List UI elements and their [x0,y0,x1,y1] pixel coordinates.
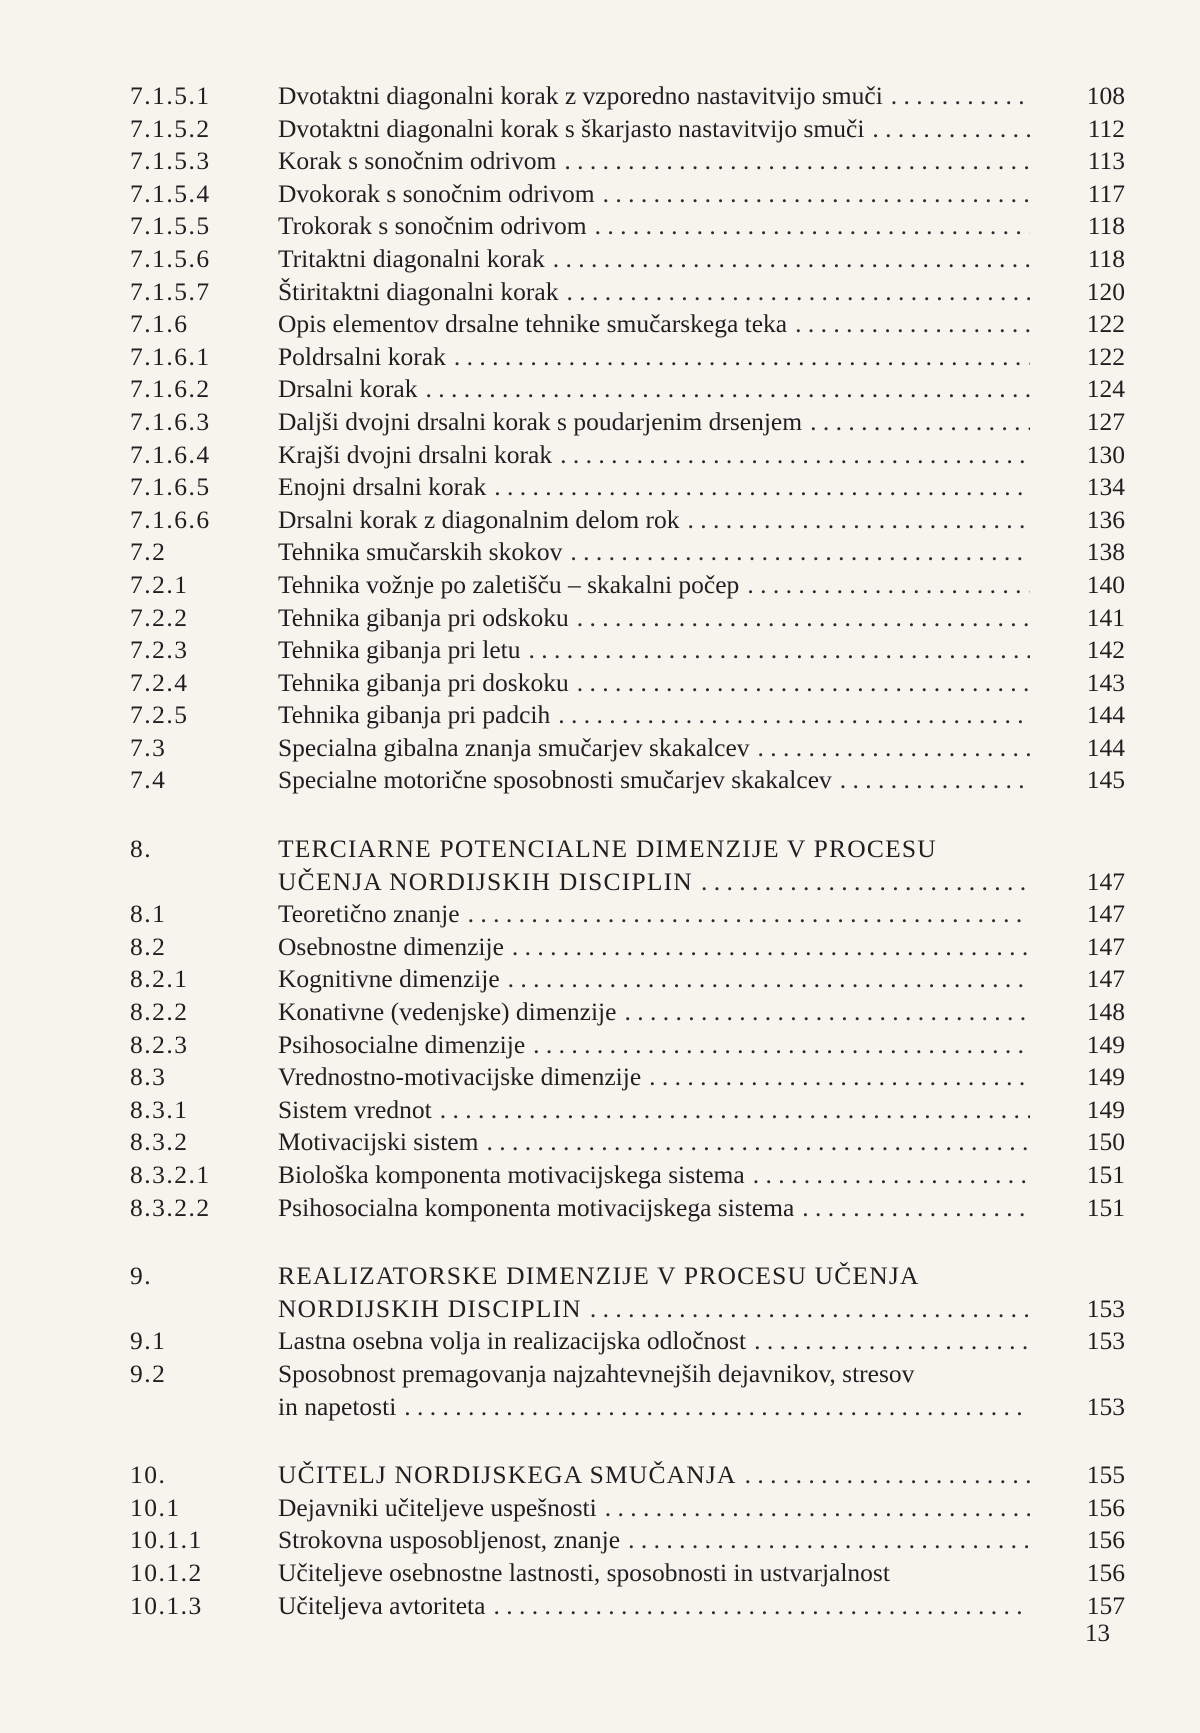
section-title-line [278,471,1030,504]
page-ref: 149 [1086,1094,1125,1124]
toc-entry [0,308,1200,341]
toc-entry [0,1557,1200,1590]
section-title-line [278,699,1030,732]
section-title-line [278,406,1030,439]
section-number: 7.1.6 [130,309,189,339]
section-number: 8.2.2 [130,997,189,1027]
toc-entry [0,1325,1200,1358]
toc-entry [0,439,1200,472]
section-number: 10.1.3 [130,1590,203,1620]
dot-leader [418,373,1030,406]
section-number: 7.1.5.6 [130,243,211,273]
section-title-line [278,80,1030,113]
section-title-line [278,145,1030,178]
section-number: 8.2 [130,931,167,961]
section-title: Dvokorak s sonočnim odrivom [278,178,595,208]
page-ref: 155 [1086,1460,1125,1490]
section-title-line [278,439,1030,472]
section-title-line [278,764,1030,797]
section-title-line [278,276,1030,309]
section-title: Vrednostno-motivacijske dimenzije [278,1062,642,1092]
section-title: Tritaktni diagonalni korak [278,243,545,273]
section-number: 8.1 [130,899,167,929]
page-ref: 153 [1086,1326,1125,1356]
page-ref: 113 [1087,146,1125,176]
toc-entry [0,471,1200,504]
page-ref: 151 [1086,1160,1125,1189]
section-title: Specialna gibalna znanja smučarjev skakalcev [278,732,750,762]
toc-chapter-row [0,1260,1200,1293]
toc-entry [0,276,1200,309]
section-title-line [278,1293,1030,1326]
section-title-line [278,1325,1030,1358]
dot-leader [556,145,1030,178]
page-ref: 151 [1086,1192,1125,1222]
section-title: Učiteljeva avtoriteta [278,1590,486,1620]
section-number: 7.1.5.4 [130,178,211,208]
dot-leader [562,536,1030,569]
section-title: Opis elementov drsalne tehnike smučarskega teka [278,309,788,339]
page-ref: 136 [1086,504,1125,534]
dot-leader [545,243,1030,276]
section-title-line [278,569,1030,602]
page-ref: 147 [1086,899,1125,929]
section-title-line [278,732,1030,765]
section-number: 7.1.5.5 [130,211,211,241]
section-title: UČENJA NORDIJSKIH DISCIPLIN [278,866,693,896]
section-title-line [278,931,1030,964]
toc-entry [0,1126,1200,1159]
section-title: Dejavniki učiteljeve uspešnosti [278,1492,597,1522]
section-number: 10.1.2 [130,1557,203,1587]
toc-entry [0,1029,1200,1062]
section-title: Biološka komponenta motivacijskega sistema [278,1160,745,1189]
section-title-line [278,833,1030,866]
toc-entry [0,732,1200,765]
page-ref: 134 [1086,472,1125,502]
section-title-line [278,178,1030,211]
page-ref: 150 [1086,1127,1125,1157]
section-number: 7.1.6.2 [130,374,211,404]
page-ref: 124 [1086,374,1125,404]
toc-entry [0,1590,1200,1623]
page-ref: 157 [1086,1590,1125,1620]
section-title-line [278,1061,1030,1094]
toc-chapter-row [0,1293,1200,1326]
section-title: Lastna osebna volja in realizacijska odločnost [278,1326,747,1356]
dot-leader [432,1094,1030,1127]
dot-leader [521,634,1030,667]
section-number: 9.2 [130,1358,167,1388]
section-title: Enojni drsalni korak [278,472,487,502]
section-number: 7.1.6.6 [130,504,211,534]
dot-leader [597,1492,1030,1525]
section-number: 9. [130,1261,153,1291]
section-title-line [278,996,1030,1029]
section-title-line [278,504,1030,537]
section-title: Tehnika vožnje po zaletišču – skakalni počep [278,569,740,599]
section-title-line [278,1524,1030,1557]
page-ref: 148 [1086,997,1125,1027]
dot-leader [794,1192,1030,1225]
toc-entry [0,1094,1200,1127]
page-ref: 117 [1087,178,1125,208]
page-ref: 140 [1086,569,1125,599]
toc-entry [0,634,1200,667]
section-number: 7.4 [130,765,167,795]
dot-leader [558,276,1030,309]
dot-leader [864,113,1030,146]
dot-leader [446,341,1030,374]
toc-entry [0,145,1200,178]
section-title: Psihosocialne dimenzije [278,1029,526,1059]
section-number: 9.1 [130,1326,167,1356]
page-ref: 127 [1086,406,1125,436]
section-number: 7.1.6.1 [130,341,211,371]
dot-leader [569,602,1030,635]
toc-entry [0,931,1200,964]
section-title: Motivacijski sistem [278,1127,479,1157]
section-number: 7.2.3 [130,635,189,665]
section-number: 10. [130,1460,167,1490]
dot-leader [550,699,1030,732]
page-ref: 108 [1086,81,1125,110]
page-ref: 143 [1086,667,1125,697]
page-ref: 156 [1086,1525,1125,1555]
page-ref: 156 [1086,1557,1125,1587]
toc-entry [0,373,1200,406]
section-title: UČITELJ NORDIJSKEGA SMUČANJA [278,1460,737,1490]
section-title: Drsalni korak [278,374,418,404]
section-title-line [278,963,1030,996]
page-ref: 153 [1086,1293,1125,1323]
toc-chapter-row [0,1459,1200,1492]
page-ref: 118 [1087,243,1125,273]
section-number: 8.2.3 [130,1029,189,1059]
dot-leader [525,1029,1030,1062]
section-title: Sposobnost premagovanja najzahtevnejših dejavnikov, stresov [278,1358,915,1388]
dot-leader [620,1524,1030,1557]
dot-leader [460,898,1030,931]
section-title: Dvotaktni diagonalni korak s škarjasto nastavitvijo smuči [278,113,865,143]
section-title: Tehnika gibanja pri letu [278,635,521,665]
toc-entry [0,210,1200,243]
dot-leader [737,1459,1030,1492]
toc-entry [0,569,1200,602]
toc-entry [0,341,1200,374]
page-ref: 112 [1087,113,1125,143]
section-title: Konativne (vedenjske) dimenzije [278,997,617,1027]
section-title: Tehnika gibanja pri doskoku [278,667,569,697]
toc-entry [0,1524,1200,1557]
section-title-line [278,1590,1030,1623]
dot-leader [504,931,1030,964]
toc-entry [0,1492,1200,1525]
page-ref: 147 [1086,866,1125,896]
dot-leader [693,866,1030,899]
page-ref: 144 [1086,732,1125,762]
dot-leader [569,667,1030,700]
toc-entry [0,699,1200,732]
section-number: 7.1.5.2 [130,113,211,143]
section-number: 7.3 [130,732,167,762]
dot-leader [883,80,1030,113]
section-title: Psihosocialna komponenta motivacijskega sistema [278,1192,795,1222]
dot-leader [787,308,1030,341]
dot-leader [486,471,1030,504]
dot-leader [739,569,1030,602]
section-title-line [278,1492,1030,1525]
page-ref: 130 [1086,439,1125,469]
section-number: 8.3.2.2 [130,1192,211,1222]
page-ref: 120 [1086,276,1125,306]
dot-leader [500,963,1030,996]
section-title-line [278,1192,1030,1225]
section-number: 7.1.5.3 [130,146,211,176]
section-title-line [278,536,1030,569]
toc-entry [0,406,1200,439]
section-number: 8.3.2 [130,1127,189,1157]
section-title: NORDIJSKIH DISCIPLIN [278,1293,582,1323]
dot-leader [485,1590,1030,1623]
section-title-line [278,113,1030,146]
page-ref: 147 [1086,931,1125,961]
section-title: Dvotaktni diagonalni korak z vzporedno nastavitvijo smuči [278,81,883,110]
section-number: 8.3.1 [130,1094,189,1124]
page-number: 13 [1085,1620,1110,1647]
section-title-line [278,1358,1030,1391]
section-title: Tehnika gibanja pri odskoku [278,602,569,632]
dot-leader [552,439,1030,472]
page-ref: 145 [1086,765,1125,795]
section-number: 8.3.2.1 [130,1160,211,1189]
toc-entry [0,1391,1200,1424]
section-number: 7.2.4 [130,667,189,697]
section-title-line [278,1094,1030,1127]
section-title: Teoretično znanje [278,899,460,929]
dot-leader [587,210,1030,243]
toc-entry [0,996,1200,1029]
dot-leader [750,732,1030,765]
section-title: Trokorak s sonočnim odrivom [278,211,587,241]
section-number: 8. [130,834,153,864]
section-number: 8.3 [130,1062,167,1092]
section-number: 7.1.6.5 [130,472,211,502]
toc-entry [0,178,1200,211]
toc-entry [0,113,1200,146]
section-number: 7.2.1 [130,569,189,599]
toc-entry [0,536,1200,569]
toc-entry [0,1061,1200,1094]
section-title-line [278,1159,1030,1192]
section-number: 7.1.6.4 [130,439,211,469]
section-title-line [278,1459,1030,1492]
toc-entry [0,243,1200,276]
dot-leader [745,1159,1030,1192]
section-title: Učiteljeve osebnostne lastnosti, sposobnosti in ustvarjalnost [278,1557,890,1587]
section-title-line [278,667,1030,700]
section-title: Poldrsalni korak [278,341,446,371]
page-ref: 141 [1086,602,1125,632]
section-number: 10.1 [130,1492,181,1522]
toc-entry [0,602,1200,635]
page-ref: 156 [1086,1492,1125,1522]
page-ref: 122 [1086,309,1125,339]
section-title-line [278,243,1030,276]
dot-leader [478,1126,1030,1159]
section-title-line [278,1557,1030,1590]
section-number: 7.1.5.1 [130,81,211,110]
table-of-contents [0,80,1200,1622]
section-title: TERCIARNE POTENCIALNE DIMENZIJE V PROCESU [278,834,937,864]
section-title: Drsalni korak z diagonalnim delom rok [278,504,680,534]
dot-leader [396,1391,1030,1424]
toc-entry [0,764,1200,797]
toc-entry [0,898,1200,931]
section-title: Korak s sonočnim odrivom [278,146,557,176]
section-number: 7.1.5.7 [130,276,211,306]
page-ref: 153 [1086,1391,1125,1421]
dot-leader [680,504,1030,537]
section-number: 7.2.5 [130,700,189,730]
toc-entry [0,667,1200,700]
page-ref: 118 [1087,211,1125,241]
dot-leader [641,1061,1030,1094]
section-title-line [278,1391,1030,1424]
section-number: 10.1.1 [130,1525,203,1555]
toc-chapter-row [0,866,1200,899]
section-title-line [278,602,1030,635]
section-title-line [278,308,1030,341]
section-title: Štiritaktni diagonalni korak [278,276,559,306]
section-title: Strokovna usposobljenost, znanje [278,1525,621,1555]
toc-entry [0,963,1200,996]
section-title-line [278,341,1030,374]
dot-leader [832,764,1030,797]
page-ref: 149 [1086,1029,1125,1059]
section-title: in napetosti [278,1391,397,1421]
page-ref: 149 [1086,1062,1125,1092]
section-title: Daljši dvojni drsalni korak s poudarjenim drsenjem [278,406,803,436]
section-title: Sistem vrednot [278,1094,432,1124]
dot-leader [595,178,1030,211]
dot-leader [802,406,1030,439]
section-title-line [278,373,1030,406]
page-ref: 142 [1086,635,1125,665]
section-number: 7.2.2 [130,602,189,632]
toc-entry [0,1159,1200,1192]
section-title: Tehnika smučarskih skokov [278,537,563,567]
section-title-line [278,866,1030,899]
page-ref: 122 [1086,341,1125,371]
section-title-line [278,634,1030,667]
section-title-line [278,1126,1030,1159]
page-ref: 147 [1086,964,1125,994]
section-title: Specialne motorične sposobnosti smučarjev skakalcev [278,765,832,795]
page-ref: 144 [1086,700,1125,730]
section-title: Tehnika gibanja pri padcih [278,700,551,730]
toc-entry [0,1192,1200,1225]
page-ref: 138 [1086,537,1125,567]
toc-chapter-row [0,833,1200,866]
section-title-line [278,210,1030,243]
toc-entry [0,504,1200,537]
section-title-line [278,1260,1030,1293]
dot-leader [616,996,1030,1029]
section-title: REALIZATORSKE DIMENZIJE V PROCESU UČENJA [278,1261,920,1291]
section-number: 7.2 [130,537,167,567]
section-number: 7.1.6.3 [130,406,211,436]
toc-entry [0,1358,1200,1391]
toc-entry [0,80,1200,113]
section-title-line [278,898,1030,931]
section-title: Kognitivne dimenzije [278,964,500,994]
section-title-line [278,1029,1030,1062]
dot-leader [746,1325,1030,1358]
dot-leader [582,1293,1030,1326]
section-number: 8.2.1 [130,964,189,994]
section-title: Osebnostne dimenzije [278,931,504,961]
section-title: Krajši dvojni drsalni korak [278,439,553,469]
